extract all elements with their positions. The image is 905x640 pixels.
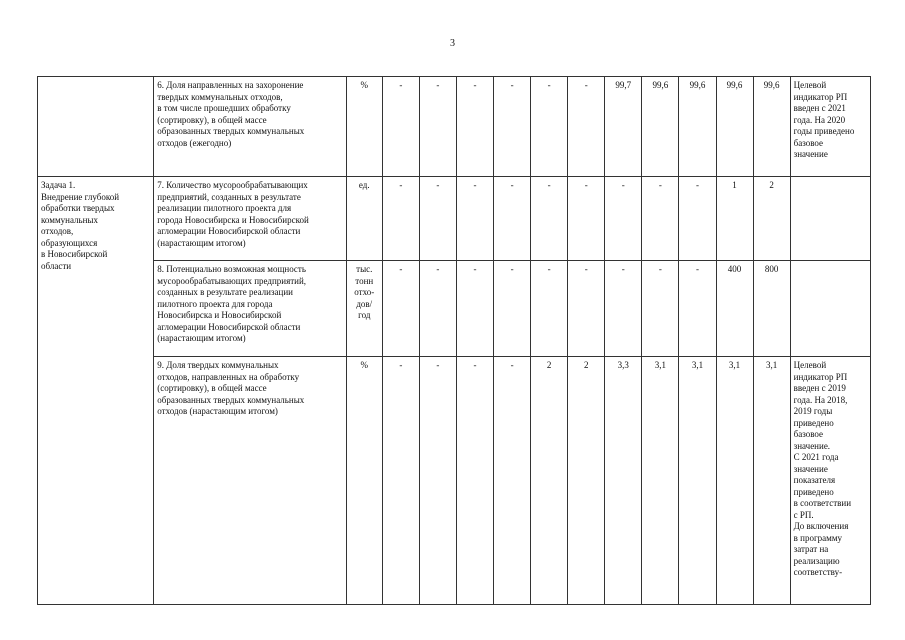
note-cell: Целевой индикатор РП введен с 2021 года. На 2020 годы приведено базовое значение [790,77,870,177]
value-cell: 99,7 [605,77,642,177]
value-cell: 3,1 [642,357,679,605]
unit-cell: % [346,357,382,605]
value-cell: - [494,261,531,357]
value-cell: 3,1 [716,357,753,605]
unit-cell: ед. [346,177,382,261]
unit-cell: тыс. тонн отхо- дов/ год [346,261,382,357]
value-cell: - [382,261,419,357]
page-number: 3 [450,38,455,49]
value-cell: 3,1 [679,357,716,605]
value-cell: - [679,177,716,261]
value-cell: - [382,177,419,261]
value-cell: - [382,357,419,605]
value-cell: - [419,357,456,605]
value-cell: 2 [753,177,790,261]
value-cell: - [531,77,568,177]
value-cell: - [419,261,456,357]
indicator-cell: 8. Потенциально возможная мощность мусорообрабатывающих предприятий, созданных в результате реализации пилотного проекта для города Новосибирска и Новосибирской агломерации Новосибирской области (нарастающим итогом) [154,261,346,357]
value-cell: - [642,261,679,357]
value-cell: - [605,261,642,357]
value-cell: - [568,177,605,261]
value-cell: - [568,77,605,177]
indicator-cell: 6. Доля направленных на захоронение твердых коммунальных отходов, в том числе прошедших обработку (сортировку), в общей массе образованных твердых коммунальных отходов (ежегодно) [154,77,346,177]
value-cell: 800 [753,261,790,357]
value-cell: 99,6 [642,77,679,177]
table-row [38,177,871,261]
unit-cell: % [346,77,382,177]
value-cell: - [382,77,419,177]
note-cell: Целевой индикатор РП введен с 2019 года. На 2018, 2019 годы приведено базовое значение. С 2021 года значение показателя приведено в соответствии с РП. До включения в программу затрат на реализацию соответству- [790,357,870,605]
indicator-cell: 9. Доля твердых коммунальных отходов, направленных на обработку (сортировку), в общей массе образованных твердых коммунальных отходов (нарастающим итогом) [154,357,346,605]
empty-task-cell [38,77,154,177]
value-cell: 1 [716,177,753,261]
value-cell: - [494,77,531,177]
value-cell: - [456,261,493,357]
value-cell: 2 [568,357,605,605]
value-cell: - [419,77,456,177]
value-cell: 400 [716,261,753,357]
value-cell: - [531,177,568,261]
value-cell: - [494,357,531,605]
value-cell: 3,3 [605,357,642,605]
table-row [38,357,871,605]
table-row [38,77,871,177]
value-cell: 99,6 [716,77,753,177]
value-cell: - [456,77,493,177]
value-cell: - [531,261,568,357]
note-cell [790,177,870,261]
value-cell: - [605,177,642,261]
table-row [38,261,871,357]
value-cell: 3,1 [753,357,790,605]
value-cell: - [456,357,493,605]
indicator-cell: 7. Количество мусорообрабатывающих предприятий, созданных в результате реализации пилотного проекта для города Новосибирска и Новосибирской агломерации Новосибирской области (нарастающим итогом) [154,177,346,261]
indicators-table [37,76,871,605]
value-cell: - [568,261,605,357]
note-cell [790,261,870,357]
value-cell: 99,6 [679,77,716,177]
value-cell: - [679,261,716,357]
task-cell: Задача 1. Внедрение глубокой обработки твердых коммунальных отходов, образующихся в Новосибирской области [38,177,154,605]
value-cell: - [456,177,493,261]
value-cell: - [494,177,531,261]
value-cell: - [642,177,679,261]
value-cell: 2 [531,357,568,605]
value-cell: 99,6 [753,77,790,177]
value-cell: - [419,177,456,261]
